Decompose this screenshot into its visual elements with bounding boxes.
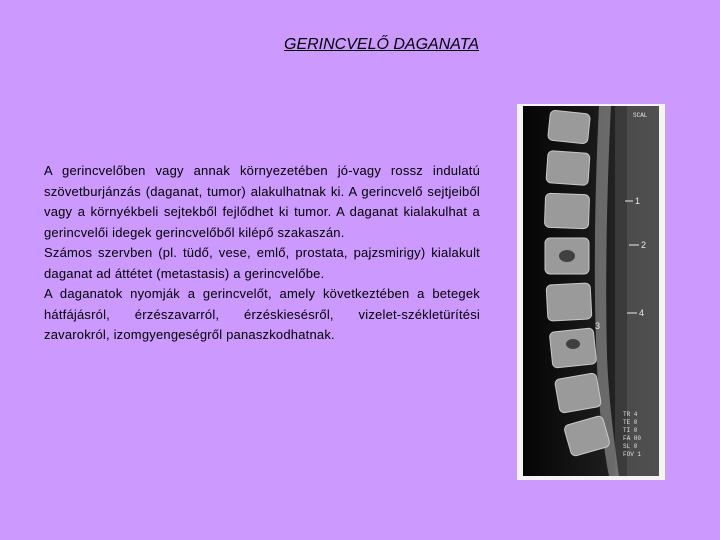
mri-marker-2: 2 <box>641 240 647 250</box>
mri-footer-line-5: SL 0 <box>623 443 638 450</box>
mri-footer-line-4: FA 00 <box>623 435 642 442</box>
mri-footer-line-1: TR 4 <box>623 411 638 418</box>
paragraph-2: Számos szervben (pl. tüdő, vese, emlő, prostata, pajzsmirigy) kialakult daganat ad áttétet (metastasis) a gerincvelőbe. <box>44 245 480 281</box>
body-text <box>44 161 480 346</box>
spine-mri-svg <box>523 106 659 476</box>
mri-marker-1: 1 <box>635 196 641 206</box>
mri-marker-3: 3 <box>595 321 601 331</box>
spine-mri-image <box>523 106 659 476</box>
mri-footer-line-2: TE 0 <box>623 419 638 426</box>
mri-image-frame <box>517 104 665 480</box>
slide-title: GERINCVELŐ DAGANATA <box>284 36 479 53</box>
paragraph-3: A daganatok nyomják a gerincvelőt, amely következtében a betegek hátfájásról, érzészavarról, érzéskiesésről, vizelet-székletürítési zavarokról, izomgyengeségről panaszkodhatnak. <box>44 286 480 342</box>
paragraph-1: A gerincvelőben vagy annak környezetében jó-vagy rossz indulatú szövetburjánzás (daganat, tumor) alakulhatnak ki. A gerincvelő sejtjeiből vagy a környékbeli sejtekből fejlődhet ki tumor. A daganat kialakulhat a gerincvelői idegek gerincvelőből kilépő szakaszán. <box>44 163 480 240</box>
mri-header-label: SCAL <box>633 112 648 119</box>
mri-footer-line-6: FOV 1 <box>623 451 642 458</box>
mri-footer-line-3: TI 0 <box>623 427 638 434</box>
mri-marker-4: 4 <box>639 308 645 318</box>
